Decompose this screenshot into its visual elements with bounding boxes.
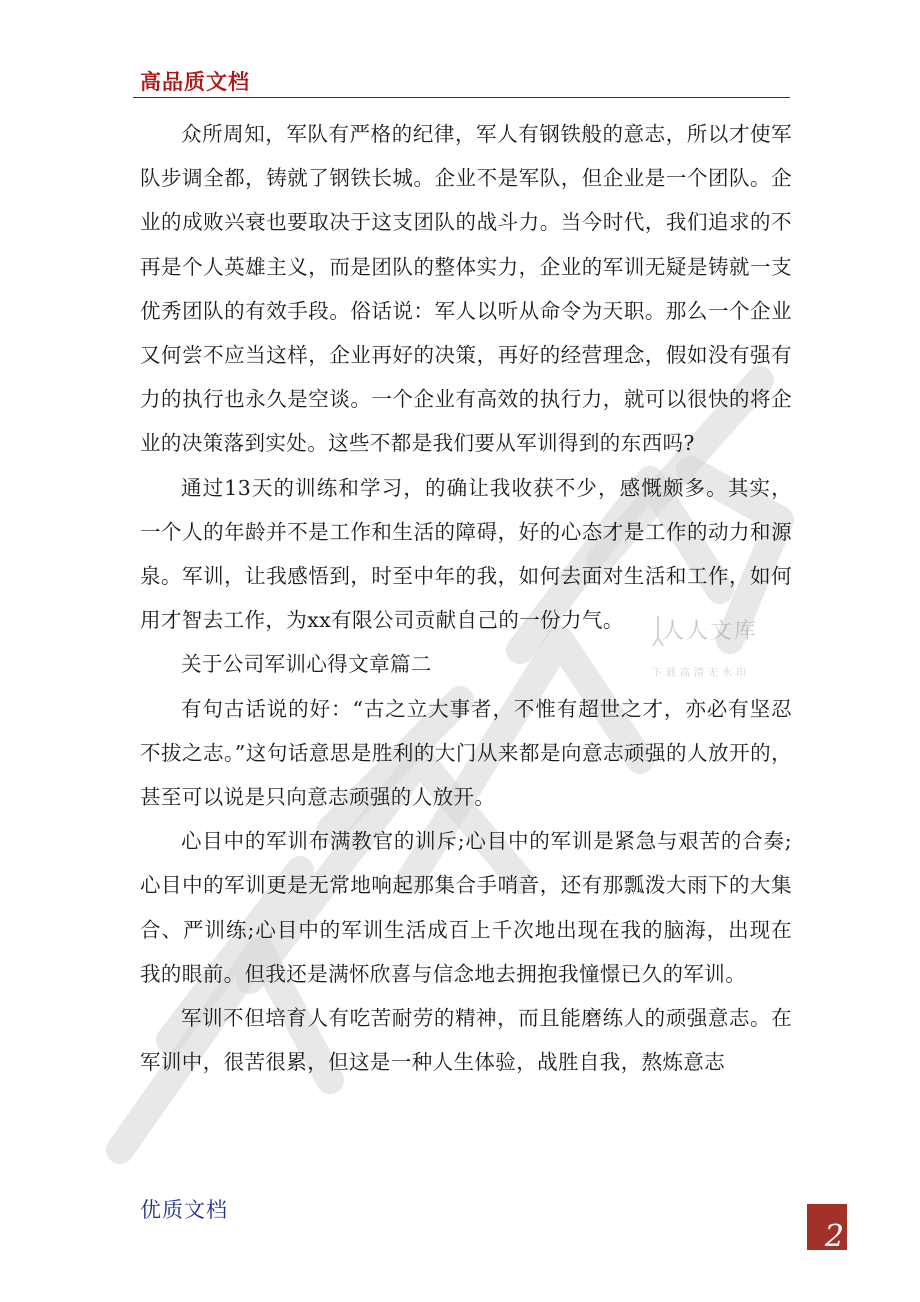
- paragraph-2: 通过13天的训练和学习，的确让我收获不少，感慨颇多。其实，一个人的年龄并不是工作和生活的障碍，好的心态才是工作的动力和源泉。军训，让我感悟到，时至中年的我，如何去面对生活和工作，如何用才智去工作，为xx有限公司贡献自己的一份力气。: [140, 475, 792, 633]
- paragraph-3: 有句古话说的好：“古之立大事者，不惟有超世之才，亦必有坚忍不拔之志。”这句话意思是胜利的大门从来都是向意志顽强的人放开的，甚至可以说是只向意志顽强的人放开。: [140, 696, 792, 810]
- paragraph-1: 众所周知，军队有严格的纪律，军人有钢铁般的意志，所以才使军队步调全都，铸就了钢铁长城。企业不是军队，但企业是一个团队。企业的成败兴衰也要取决于这支团队的战斗力。当今时代，我们追求的不再是个人英雄主义，而是团队的整体实力，企业的军训无疑是铸就一支优秀团队的有效手段。俗话说：军人以听从命令为天职。那么一个企业又何尝不应当这样，企业再好的决策，再好的经营理念，假如没有强有力的执行也永久是空谈。一个企业有高效的执行力，就可以很快的将企业的决策落到实处。这些不都是我们要从军训得到的东西吗?: [140, 122, 792, 456]
- paragraph-5: 军训不但培育人有吃苦耐劳的精神，而且能磨练人的顽强意志。在军训中，很苦很累，但这是一种人生体验，战胜自我，熬炼意志: [140, 1006, 792, 1075]
- document-body: [140, 112, 792, 1084]
- footer-title: 优质文档: [140, 1198, 228, 1222]
- paragraph-4: 心目中的军训布满教官的训斥;心目中的军训是紧急与艰苦的合奏;心目中的军训更是无常地响起那集合手哨音，还有那瓢泼大雨下的大集合、严训练;心目中的军训生活成百上千次地出现在我的脑海，出现在我的眼前。但我还是满怀欣喜与信念地去拥抱我憧憬已久的军训。: [140, 829, 792, 986]
- page-number-badge: [807, 1204, 847, 1254]
- header-divider: [133, 97, 790, 98]
- watermark-logo-subtitle: 下载高清无水印: [652, 668, 750, 679]
- watermark-logo: [652, 614, 772, 684]
- watermark-logo-title: 人人文库: [662, 619, 759, 644]
- page-number: 2: [824, 1219, 844, 1254]
- section-heading: 关于公司军训心得文章篇二: [181, 652, 432, 677]
- header-title: 高品质文档: [140, 70, 250, 94]
